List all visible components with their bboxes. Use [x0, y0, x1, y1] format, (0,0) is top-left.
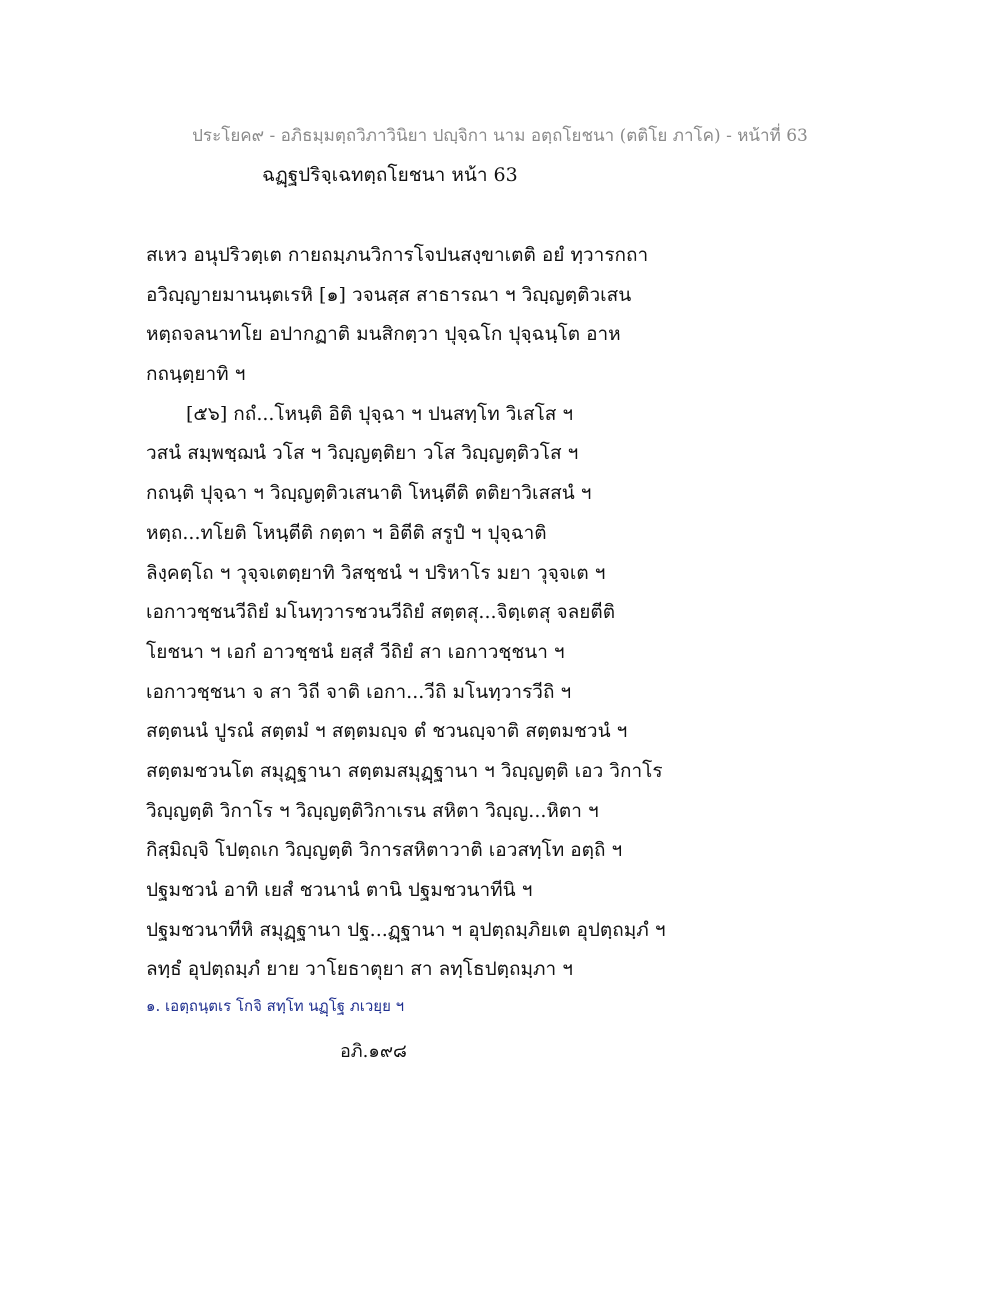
body-line: โยชนา ฯ เอกํ อาวชฺชนํ ยสฺสํ วีถิยํ สา เอกาวชฺชนา ฯ — [146, 640, 565, 663]
footnote: ๑. เอตฺถนฺตเร โกจิ สทฺโท นฏฺโฐ ภเวยฺย ฯ — [146, 997, 405, 1015]
body-line: กถนฺตฺยาทิ ฯ — [146, 363, 246, 386]
body-line: ลิงฺคตฺโถ ฯ วุจฺจเตตฺยาทิ วิสชฺชนํ ฯ ปริหาโร มยา วุจฺจเต ฯ — [146, 561, 606, 584]
body-line: สเหว อนุปริวตฺเต กายถมฺภนวิการโจปนสงฺขาเตติ อยํ ทฺวารกถา — [146, 244, 649, 266]
body-line: หตฺถจลนาทโย อปากฏาติ มนสิกตฺวา ปุจฺฉโก ปุจฺฉนฺโต อาห — [146, 323, 621, 346]
running-header — [0, 122, 1000, 149]
body-text — [146, 236, 846, 990]
body-line: ลทฺธํ อุปตฺถมฺภํ ยาย วาโยธาตุยา สา ลทฺโธปตฺถมฺภา ฯ — [146, 958, 573, 981]
body-line: อวิญฺญายมานนฺตเรหิ [๑] วจนสฺส สาธารณา ฯ วิญฺญตฺติวเสน — [146, 283, 632, 306]
running-header-text: ประโยค๙ - อภิธมฺมตฺถวิภาวินิยา ปญฺจิกา นาม อตฺถโยชนา (ตติโย ภาโค) - หน้าที่ 63 — [192, 126, 808, 146]
body-line: วสนํ สมฺพชฺฌนํ วโส ฯ วิญฺญตฺติยา วโส วิญฺญตฺติวโส ฯ — [146, 442, 579, 465]
body-line: กิสฺมิญฺจิ โปตฺถเก วิญฺญตฺติ วิการสหิตาวาติ เอวสทฺโท อตฺถิ ฯ — [146, 839, 623, 862]
body-line: วิญฺญตฺติ วิกาโร ฯ วิญฺญตฺติวิกาเรน สหิตา วิญฺญ...หิตา ฯ — [146, 799, 599, 822]
body-line: กถนฺติ ปุจฺฉา ฯ วิญฺญตฺติวเสนาติ โหนฺตีติ ตติยาวิเสสนํ ฯ — [146, 482, 592, 505]
body-line: สตฺตนนํ ปูรณํ สตฺตมํ ฯ สตฺตมญฺจ ตํ ชวนญฺจาติ สตฺตมชวนํ ฯ — [146, 720, 628, 743]
body-line: ปฐมชวนํ อาทิ เยสํ ชวนานํ ตานิ ปฐมชวนาทีนิ ฯ — [146, 879, 533, 901]
body-line: เอกาวชฺชนา จ สา วิถี จาติ เอกา...วีถิ มโนทฺวารวีถิ ฯ — [146, 680, 572, 703]
body-line: ปฐมชวนาทีหิ สมุฏฺฐานา ปฐ...ฏฺฐานา ฯ อุปตฺถมฺภิยเต อุปตฺถมฺภํ ฯ — [146, 918, 666, 941]
body-line: หตฺถ...ทโยติ โหนฺตีติ กตฺตา ฯ อิตีติ สรูปํ ฯ ปุจฺฉาติ — [146, 521, 547, 544]
page-reference: อภิ.๑๙๘ — [340, 1041, 407, 1062]
body-line: สตฺตมชวนโต สมุฏฺฐานา สตฺตมสมุฏฺฐานา ฯ วิญฺญตฺติ เอว วิกาโร — [146, 759, 663, 782]
paragraph-start-line: [๕๖] กถํ...โหนฺติ อิติ ปุจฺฉา ฯ ปนสทฺโท วิเสโส ฯ — [186, 402, 574, 425]
section-title: ฉฏฺฐปริจฺเฉทตฺถโยชนา หน้า 63 — [262, 164, 518, 186]
body-line: เอกาวชฺชนวีถิยํ มโนทฺวารชวนวีถิยํ สตฺตสุ...จิตฺเตสุ จลยตีติ — [146, 601, 616, 624]
